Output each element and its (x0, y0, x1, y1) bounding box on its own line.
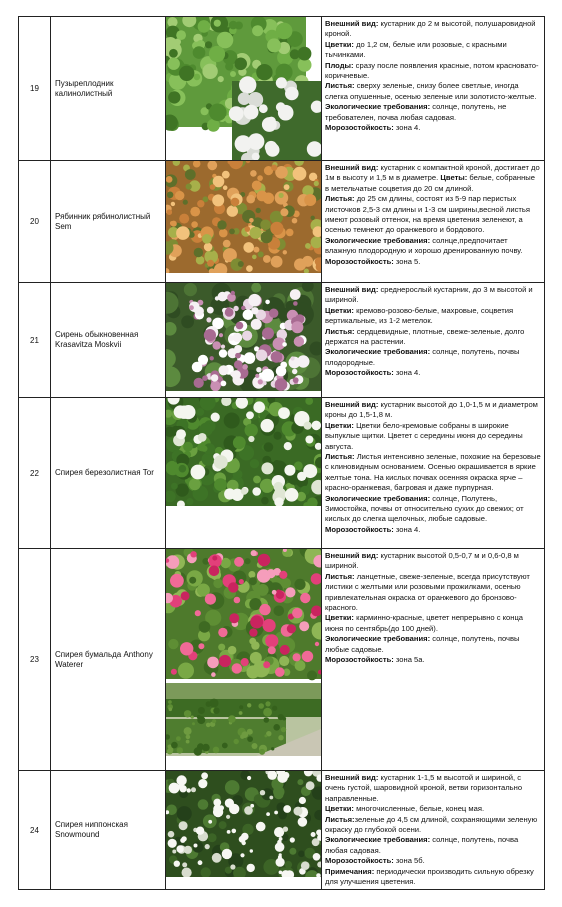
plant-name: Спирея березолистная Tor (51, 398, 166, 549)
description-text: карминно-красные, цветет непрерывно с конца июня по сентябрь(до 100 дней). (325, 613, 524, 633)
description-text: кустарник высотой 0,5-0,7 м и 0,6-0,8 м шириной. (325, 551, 519, 571)
description-label: Цветки: (325, 613, 354, 623)
description-label: Плоды: (325, 60, 354, 70)
plant-photo-image (166, 17, 321, 160)
description-label: Экологические требования: (325, 235, 431, 245)
plants-table-body (19, 17, 545, 890)
plant-photo (166, 161, 321, 273)
plant-description (322, 17, 545, 161)
plant-description (322, 283, 545, 398)
description-label: Листья: (325, 571, 355, 581)
description-label: Внешний вид: (325, 285, 379, 294)
description-text: зона 4. (393, 368, 421, 378)
description-label: Экологические требования: (325, 634, 431, 644)
description-label: Морозостойкость: (325, 368, 394, 378)
description-text: кремово-розово-белые, махровые, соцветия вертикальные, из 1-2 метелок. (325, 305, 514, 326)
plant-name: Сирень обыкновенная Krasavitza Moskvii (51, 283, 166, 398)
description-label: Морозостойкость: (325, 856, 394, 866)
description-text: Цветки бело-кремовые собраны в широкие выпуклые щитки. Цветет с середины июня до середины августа. (325, 420, 523, 451)
description-text: Листья интенсивно зеленые, похожие на березовые с клиновидным основанием. Осенью окрашивается в яркие желтые тона. На кислых почвах осенняя окраска ярче – красно-оранжевая, багровая и даже пурпурная. (325, 452, 541, 493)
table-row (19, 161, 545, 283)
plant-photo-cell (166, 17, 322, 161)
description-label: Цветки: (325, 305, 354, 315)
row-number: 22 (19, 398, 51, 549)
plant-photo-cell (166, 161, 322, 283)
plant-photo (166, 283, 321, 391)
plant-photo-cell (166, 771, 322, 890)
description-text: солнце, Полутень, Зимостойка, почвы от относительно сухих до свежих; от кислых до слегка щелочных, любые садовые. (325, 493, 524, 524)
plant-photo (166, 771, 321, 877)
description-label: Цветки: (325, 39, 354, 49)
row-number: 23 (19, 549, 51, 771)
description-label: Листья: (325, 81, 355, 91)
plant-photo (166, 17, 321, 160)
description-text: солнце, полутень, почва любая садовая. (325, 835, 519, 855)
description-label: Морозостойкость: (325, 655, 394, 665)
description-text: зона 5. (393, 256, 421, 266)
description-text: сердцевидные, плотные, свеже-зеленые, долго держатся на растении. (325, 326, 525, 347)
description-label: Морозостойкость: (325, 123, 394, 133)
description-label: Листья: (325, 194, 355, 204)
row-number: 24 (19, 771, 51, 890)
plant-name: Спирея ниппонская Snowmound (51, 771, 166, 890)
plant-photo-cell (166, 398, 322, 549)
description-text: кустарник 1-1,5 м высотой и шириной, с очень густой, шаровидной кроной, ветви горизонтально направленные. (325, 773, 523, 803)
plant-photo (166, 398, 321, 506)
table-row (19, 771, 545, 890)
table-row (19, 549, 545, 771)
description-label: Морозостойкость: (325, 256, 394, 266)
description-label: Экологические требования: (325, 493, 431, 503)
table-row (19, 283, 545, 398)
description-label: Цветки: (325, 804, 354, 814)
description-text: зона 5а. (393, 655, 425, 665)
plants-table (18, 16, 545, 890)
description-text: солнце, полутень, не требователен, почва любая садовая. (325, 102, 507, 122)
description-text: до 1,2 см, белые или розовые, с красными тычинками. (325, 39, 507, 60)
description-text: белые, собранные в метельчатые соцветия до 20 см длиной. (325, 173, 535, 193)
description-label: Цветки: (325, 420, 354, 430)
table-row (19, 398, 545, 549)
description-label: Листья: (325, 326, 355, 336)
description-text: зона 5б. (393, 856, 425, 866)
description-label: Листья: (325, 452, 355, 462)
plant-photo (166, 549, 321, 756)
description-label: Экологические требования: (325, 102, 431, 112)
description-label: Внешний вид: (325, 773, 379, 782)
description-label: Цветы: (440, 173, 468, 183)
description-text: солнце,предпочитает влажную плодородную и хорошо дренированную почву. (325, 235, 523, 256)
description-label: Внешний вид: (325, 163, 379, 172)
description-text: ланцетные, свеже-зеленые, всегда присутствуют листики с желтыми или розовыми прожилками, осенью привлекательная окраска от оранжевого до бронзово-красного. (325, 571, 530, 613)
description-label: Экологические требования: (325, 347, 431, 357)
description-text: сразу после появления красные, потом красновато-коричневые. (325, 60, 539, 81)
description-label: Морозостойкость: (325, 524, 394, 534)
row-number: 20 (19, 161, 51, 283)
plant-photo-cell (166, 549, 322, 771)
plant-name: Спирея бумальда Anthony Waterer (51, 549, 166, 771)
plant-name: Рябинник рябинолистный Sem (51, 161, 166, 283)
description-text: сверху зеленые, снизу более светлые, иногда слегка опушенные, осенью зеленые или золотисто-желтые. (325, 81, 537, 101)
row-number: 19 (19, 17, 51, 161)
plant-photo-image (166, 771, 321, 877)
description-text: до 25 см длины, состоят из 5-9 пар перистых листочков 2,5-3 см длины и 1-3 см ширины,весной листья имеют розовый оттенок, на время цветения зеленеют, а осенью темнеют до оранжевого и бордового. (325, 194, 530, 235)
plant-photo-image (166, 283, 321, 391)
description-text: кустарник до 2 м высотой, полушаровидной кроной. (325, 19, 536, 39)
description-text: кустарник высотой до 1,0-1,5 м и диаметром кроны до 1,5-1,8 м. (325, 400, 538, 420)
plant-photo-image (166, 549, 321, 756)
description-text: солнце, полутень, почвы любые садовые. (325, 634, 520, 654)
description-text: зеленые до 4,5 см длиной, сохраняющими зеленую окраску до глубокой осени. (325, 814, 538, 835)
plant-description (322, 549, 545, 771)
plant-photo-image (166, 161, 321, 273)
row-number: 21 (19, 283, 51, 398)
plant-name: Пузыреплодник калинолистный (51, 17, 166, 161)
table-row (19, 17, 545, 161)
description-text: солнце, полутень, почвы плодородные. (325, 347, 520, 367)
description-text: многочисленные, белые, конец мая. (353, 804, 485, 814)
description-text: среднерослый кустарник, до 3 м высотой и шириной. (325, 285, 533, 305)
plant-photo-cell (166, 283, 322, 398)
description-label: Внешний вид: (325, 19, 379, 28)
plant-description (322, 161, 545, 283)
plant-photo-image (166, 398, 321, 506)
description-label: Внешний вид: (325, 551, 379, 560)
plant-description (322, 398, 545, 549)
description-text: периодически производить сильную обрезку для улучшения цветения. (325, 866, 534, 887)
plant-description (322, 771, 545, 890)
description-label: Примечания: (325, 866, 375, 876)
description-text: зона 4. (393, 524, 421, 534)
description-label: Внешний вид: (325, 400, 379, 409)
description-text: кустарник с компактной кроной, достигает до 1м в высоту и 1,5 м в диаметре. (325, 163, 540, 183)
description-label: Экологические требования: (325, 835, 431, 845)
description-text: зона 4. (393, 123, 421, 133)
description-label: Листья: (325, 814, 355, 824)
